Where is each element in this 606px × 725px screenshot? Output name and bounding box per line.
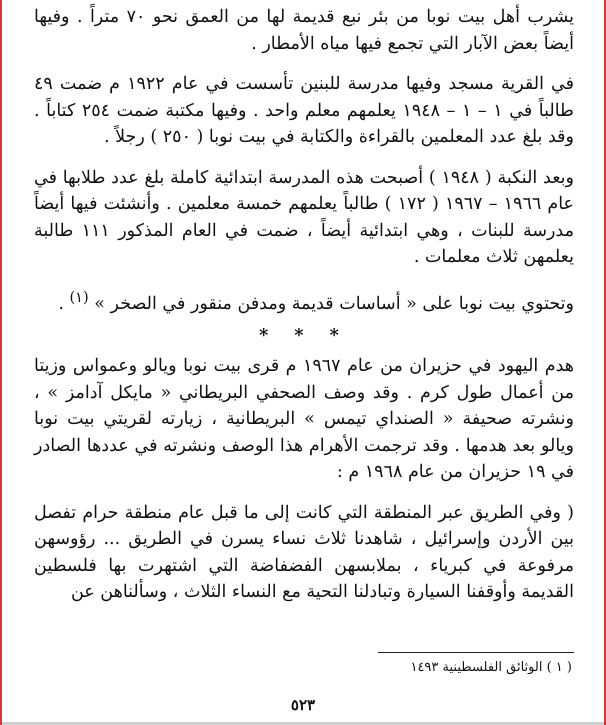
paragraph-antiquities-text: وتحتوي بيت نوبا على « أساسات قديمة ومدفن منقور في الصخر »	[94, 293, 574, 314]
spacer	[34, 151, 574, 165]
spacer	[34, 57, 574, 71]
spacer	[34, 486, 574, 500]
page-body	[34, 4, 574, 606]
paragraph-school: في القرية مسجد وفيها مدرسة للبنين تأسست في عام ١٩٢٢ م ضمت ٤٩ طالباً في ١ – ١ – ١٩٤٨ يعلمهم معلم واحد . وفيها مكتبة ضمت ٢٥٤ كتاباً . وقد بلغ عدد المعلمين بالقراءة والكتابة في بيت نوبا ( ٢٥٠ ) رجلاً .	[34, 74, 574, 147]
page-number: ٥٢٣	[290, 696, 316, 714]
paragraph-antiquities	[34, 285, 574, 317]
paragraph-after-nakba: وبعد النكبة ( ١٩٤٨ ) أصبحت هذه المدرسة ابتدائية كاملة بلغ عدد طلابها في عام ١٩٦٦ – ١٩٦٧ ( ١٧٢ ) طالباً يعلمهم خمسة معلمين . وأنشئت فيها أيضاً مدرسة للبنات ، وهي ابتدائية أيضاً ، ضمت في العام المذكور ١١١ طالبة يعلمهن ثلاث معلمات .	[34, 167, 575, 267]
section-separator: * * *	[259, 325, 349, 346]
spacer	[34, 271, 574, 285]
paragraph-water: يشرب أهل بيت نوبا من بئر نبع قديمة لها من العمق نحو ٧٠ متراً . وفيها أيضاً بعض الآبار التي تجمع فيها مياه الأمطار .	[34, 7, 575, 54]
footnote-reference: (١)	[69, 288, 89, 306]
footnote-divider	[378, 652, 574, 653]
paragraph-quote: ( وفي الطريق عبر المنطقة التي كانت إلى ما قبل عام منطقة حرام تفصل بين الأردن وإسرائيل ، شاهدنا ثلاث نساء يسرن في الطريق ... رؤوسهن مرفوعة في كبرياء ، بملابسهن الفضفاضة التي اشتهرت بها فلسطين القديمة وأوقفنا السيارة وتبادلنا التحية مع النساء الثلاث ، وسألناهن عن	[34, 502, 574, 603]
paragraph-demolition: هدم اليهود في حزيران من عام ١٩٦٧ م قرى بيت نوبا ويالو وعمواس وزيتا من أعمال طول كرم . وقد وصف الصحفي البريطاني « مايكل آدامز » ، ونشرته صحيفة « الصنداي تيمس » البريطانية ، زيارته لقريتي بيت نوبا ويالو بعد هدمها . وقد ترجمت الأهرام هذا الوصف ونشرته في عددها الصادر في ١٩ حزيران من عام ١٩٦٨ م :	[34, 356, 574, 483]
paragraph-antiquities-end: .	[58, 293, 64, 314]
footnote: ( ١ ) الوثائق الفلسطينية ١٤٩٣	[410, 660, 572, 675]
